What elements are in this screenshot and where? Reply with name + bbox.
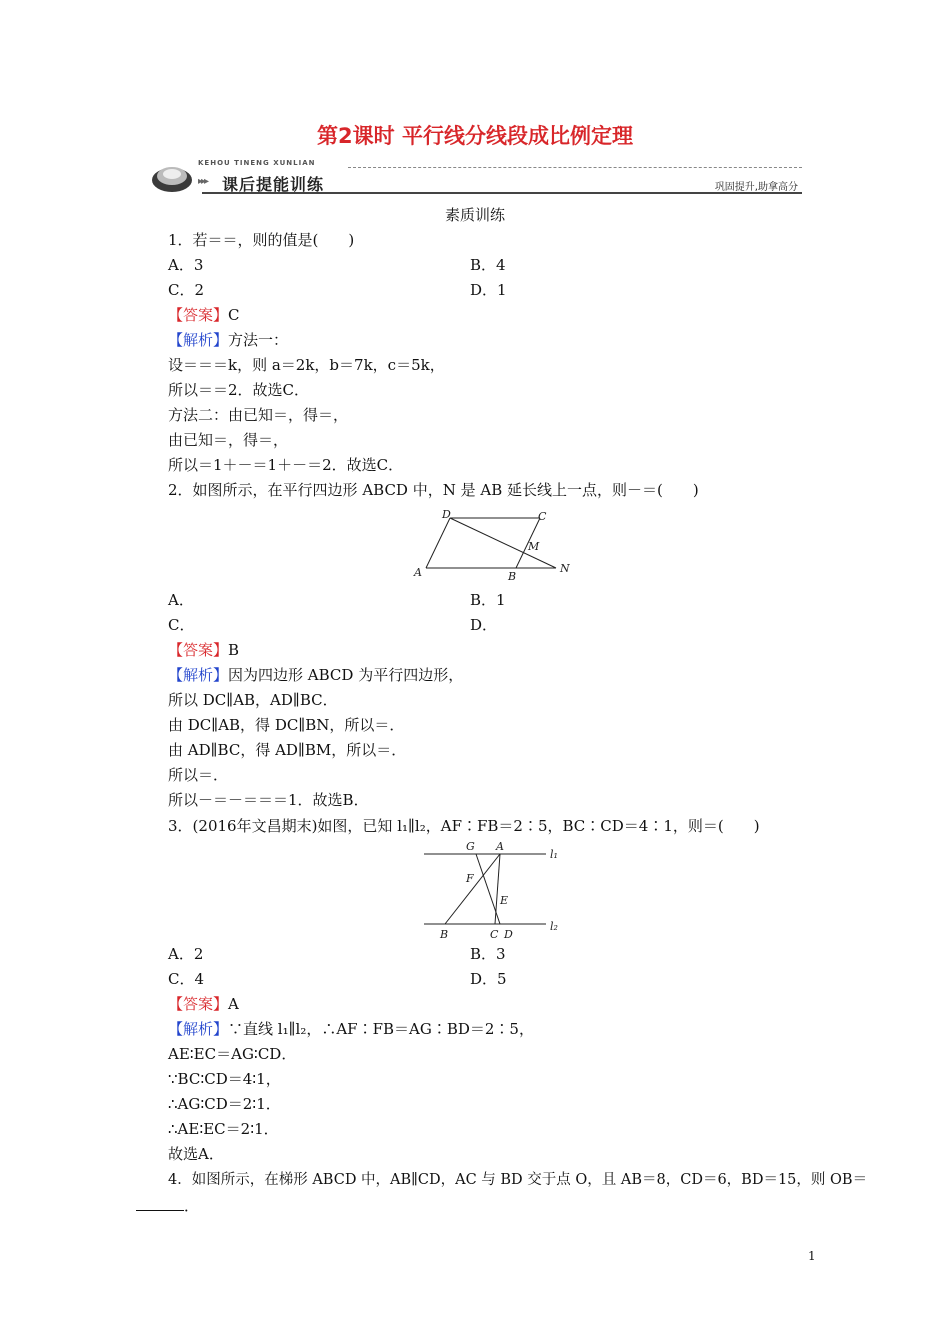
q2-analysis-line: 所以－＝－＝＝＝1．故选B． (168, 791, 369, 809)
q2-analysis-line: 由 AD∥BC，得 AD∥BM，所以＝． (168, 741, 407, 759)
q3-answer (168, 994, 239, 1014)
banner-dashed-line (348, 167, 802, 168)
q1-analysis-line: 所以＝＝2．故选C． (168, 381, 310, 399)
q3-parallel-lines-figure (418, 838, 568, 942)
q1-analysis-line (168, 330, 288, 350)
section-title: 素质训练 (444, 206, 505, 224)
q3-analysis-line: ∴AE∶EC＝2∶1． (168, 1120, 279, 1138)
analysis-tag: 【解析】 (168, 1020, 229, 1038)
q2-option-b: B．1 (470, 591, 506, 609)
q2-analysis-line: 由 DC∥AB，得 DC∥BN，所以＝． (168, 716, 405, 734)
answer-value: B (228, 641, 240, 659)
q3-option-d: D．5 (470, 970, 507, 988)
answer-tag: 【答案】 (168, 306, 229, 324)
q3-analysis-line: AE∶EC＝AG∶CD． (168, 1045, 297, 1063)
banner-slogan: 巩固提升,助拿高分 (714, 182, 798, 193)
banner-arrow-icon: ▸▸▸ (198, 176, 208, 187)
q4-blank-line (136, 1196, 199, 1216)
fig-label-d: D (442, 508, 451, 521)
q4-stem: 4．如图所示，在梯形 ABCD 中，AB∥CD，AC 与 BD 交于点 O，且 AB＝8，CD＝6，BD＝15，则 OB＝ (168, 1172, 868, 1188)
q1-option-b: B．4 (470, 256, 506, 274)
fig-label-l1: l₁ (550, 848, 558, 861)
q1-option-a: A．3 (168, 256, 204, 274)
q3-option-c: C．4 (168, 970, 205, 988)
q2-answer (168, 640, 239, 660)
q2-option-d: D． (470, 616, 498, 634)
fig-label-d: D (504, 928, 513, 941)
q3-analysis-line: 故选A． (168, 1145, 224, 1163)
banner-rule (202, 192, 802, 194)
q3-analysis-line: ∵BC∶CD＝4∶1， (168, 1070, 281, 1088)
analysis-text: 方法一： (228, 331, 289, 349)
answer-value: C (228, 306, 240, 324)
analysis-tag: 【解析】 (168, 666, 229, 684)
q1-answer (168, 305, 240, 325)
fig-label-g: G (466, 840, 475, 853)
banner-pinyin: KEHOU TINENG XUNLIAN (198, 159, 316, 167)
fig-label-b: B (508, 570, 517, 583)
page-number: 1 (808, 1249, 816, 1263)
q3-option-b: B．3 (470, 945, 506, 963)
q1-option-c: C．2 (168, 281, 205, 299)
fig-label-b: B (440, 928, 449, 941)
fig-label-a: A (414, 566, 422, 579)
fig-label-c: C (538, 510, 547, 523)
fig-label-c: C (490, 928, 499, 941)
analysis-text: 因为四边形 ABCD 为平行四边形， (228, 666, 464, 684)
analysis-tag: 【解析】 (168, 331, 229, 349)
answer-tag: 【答案】 (168, 641, 229, 659)
analysis-text: ∵直线 l₁∥l₂，∴AF∶FB＝AG∶BD＝2∶5， (228, 1020, 534, 1038)
fig-label-l2: l₂ (550, 920, 558, 933)
q3-analysis-line: ∴AG∶CD＝2∶1． (168, 1095, 281, 1113)
q2-analysis-line: 所以 DC∥AB，AD∥BC． (168, 691, 338, 709)
q2-stem: 2．如图所示，在平行四边形 ABCD 中，N 是 AB 延长线上一点，则－＝( ) (168, 481, 699, 499)
answer-tag: 【答案】 (168, 995, 229, 1013)
q2-analysis-line: 所以＝． (168, 766, 229, 784)
q3-option-a: A．2 (168, 945, 204, 963)
q1-stem: 1．若＝＝，则的值是( ) (168, 231, 355, 249)
q1-analysis-line: 设＝＝＝k，则 a＝2k，b＝7k，c＝5k， (168, 356, 445, 374)
banner-emblem-icon (150, 156, 198, 196)
q1-analysis-line: 方法二：由已知＝，得＝， (168, 406, 349, 424)
fig-label-e: E (500, 894, 509, 907)
answer-value: A (228, 995, 239, 1013)
q2-parallelogram-figure (410, 506, 580, 586)
q3-analysis-line (168, 1019, 534, 1039)
fig-label-n: N (560, 562, 570, 575)
q4-tail: ． (184, 1197, 200, 1215)
q2-option-a: A． (168, 591, 194, 609)
page-title: 第2课时 平行线分线段成比例定理 (317, 124, 633, 148)
q1-analysis-line: 所以＝1＋－＝1＋－＝2．故选C． (168, 456, 404, 474)
section-banner (150, 156, 802, 196)
banner-label: 课后提能训练 (222, 175, 325, 194)
q1-analysis-line: 由已知＝，得＝， (168, 431, 289, 449)
answer-blank (136, 1210, 184, 1211)
q2-analysis-line (168, 665, 463, 685)
q3-stem: 3．(2016年文昌期末)如图，已知 l₁∥l₂，AF∶FB＝2∶5，BC∶CD＝4∶1，则＝( ) (168, 817, 760, 835)
q2-option-c: C． (168, 616, 195, 634)
fig-label-m: M (528, 540, 540, 553)
q1-option-d: D．1 (470, 281, 507, 299)
fig-label-f: F (466, 872, 474, 885)
fig-label-a: A (496, 840, 504, 853)
